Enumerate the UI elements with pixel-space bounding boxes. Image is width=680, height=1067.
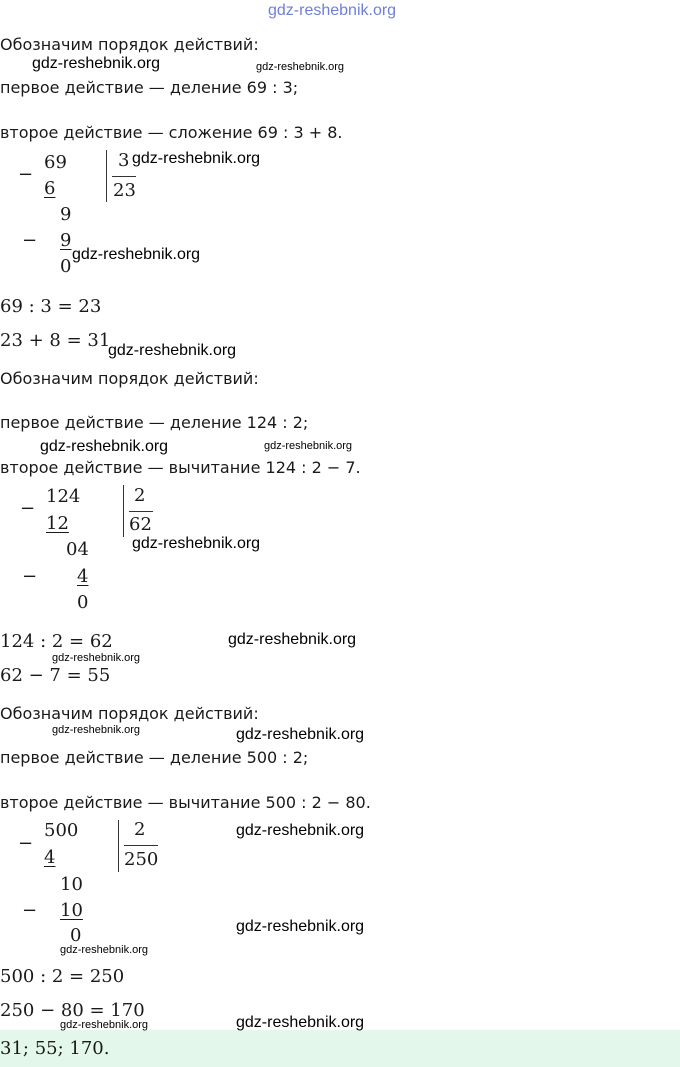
block2-equation1: 124 : 2 = 62	[0, 631, 113, 652]
subtrahend: 4	[77, 566, 89, 587]
dividend: 500	[44, 820, 79, 841]
block2-equation2: 62 − 7 = 55	[0, 665, 111, 686]
watermark: gdz-reshebnik.org	[60, 944, 149, 956]
block1-step2: второе действие — сложение 69 : 3 + 8.	[0, 123, 343, 142]
block3-equation1: 500 : 2 = 250	[0, 966, 125, 987]
block2-step1: первое действие — деление 124 : 2;	[0, 413, 309, 432]
division-vertical-line	[123, 485, 124, 537]
quotient: 23	[113, 180, 136, 201]
dividend: 124	[46, 486, 81, 507]
subtrahend: 6	[44, 178, 56, 199]
watermark: gdz-reshebnik.org	[236, 1014, 365, 1031]
remainder: 9	[60, 204, 72, 225]
minus-sign: −	[22, 230, 38, 251]
division-horizontal-line	[129, 511, 153, 512]
block2-step2: второе действие — вычитание 124 : 2 − 7.	[0, 458, 361, 477]
divisor: 2	[134, 819, 146, 840]
watermark: gdz-reshebnik.org	[40, 438, 169, 455]
watermark: gdz-reshebnik.org	[236, 726, 365, 743]
divisor: 2	[134, 485, 146, 506]
watermark: gdz-reshebnik.org	[32, 55, 161, 72]
subtrahend: 10	[60, 900, 83, 921]
subtrahend: 4	[44, 847, 56, 868]
minus-sign: −	[22, 566, 38, 587]
watermark: gdz-reshebnik.org	[132, 150, 261, 167]
subtrahend: 9	[60, 230, 72, 251]
division-vertical-line	[118, 820, 119, 872]
division-vertical-line	[106, 150, 107, 202]
watermark: gdz-reshebnik.org	[132, 535, 261, 552]
block1-step1: первое действие — деление 69 : 3;	[0, 78, 299, 97]
minus-sign: −	[22, 900, 38, 921]
block3-step2: второе действие — вычитание 500 : 2 − 80.	[0, 793, 371, 812]
watermark: gdz-reshebnik.org	[228, 631, 357, 648]
division-horizontal-line	[124, 845, 158, 846]
watermark: gdz-reshebnik.org	[236, 822, 365, 839]
division-horizontal-line	[112, 176, 136, 177]
watermark: gdz-reshebnik.org	[236, 918, 365, 935]
watermark: gdz-reshebnik.org	[108, 342, 237, 359]
watermark: gdz-reshebnik.org	[264, 440, 353, 452]
remainder: 10	[60, 874, 83, 895]
divisor: 3	[118, 150, 130, 171]
remainder: 0	[70, 925, 82, 946]
block1-equation2: 23 + 8 = 31	[0, 330, 111, 351]
block3-equation2: 250 − 80 = 170	[0, 1000, 145, 1021]
block1-heading: Обозначим порядок действий:	[0, 35, 259, 54]
block3-step1: первое действие — деление 500 : 2;	[0, 748, 309, 767]
dividend: 69	[44, 152, 67, 173]
remainder: 0	[77, 592, 89, 613]
minus-sign: −	[20, 498, 36, 519]
subtrahend: 12	[46, 513, 69, 534]
watermark-top: gdz-reshebnik.org	[268, 2, 397, 19]
block1-equation1: 69 : 3 = 23	[0, 296, 102, 317]
block3-heading: Обозначим порядок действий:	[0, 704, 259, 723]
minus-sign: −	[18, 833, 34, 854]
watermark: gdz-reshebnik.org	[256, 61, 345, 73]
remainder: 04	[66, 539, 89, 560]
watermark: gdz-reshebnik.org	[52, 652, 141, 664]
remainder: 0	[60, 256, 72, 277]
watermark: gdz-reshebnik.org	[60, 1019, 149, 1031]
quotient: 250	[124, 849, 159, 870]
answer-text: 31; 55; 170.	[0, 1038, 110, 1059]
watermark: gdz-reshebnik.org	[72, 246, 201, 263]
quotient: 62	[129, 514, 152, 535]
watermark: gdz-reshebnik.org	[52, 724, 141, 736]
block2-heading: Обозначим порядок действий:	[0, 369, 259, 388]
minus-sign: −	[18, 164, 34, 185]
